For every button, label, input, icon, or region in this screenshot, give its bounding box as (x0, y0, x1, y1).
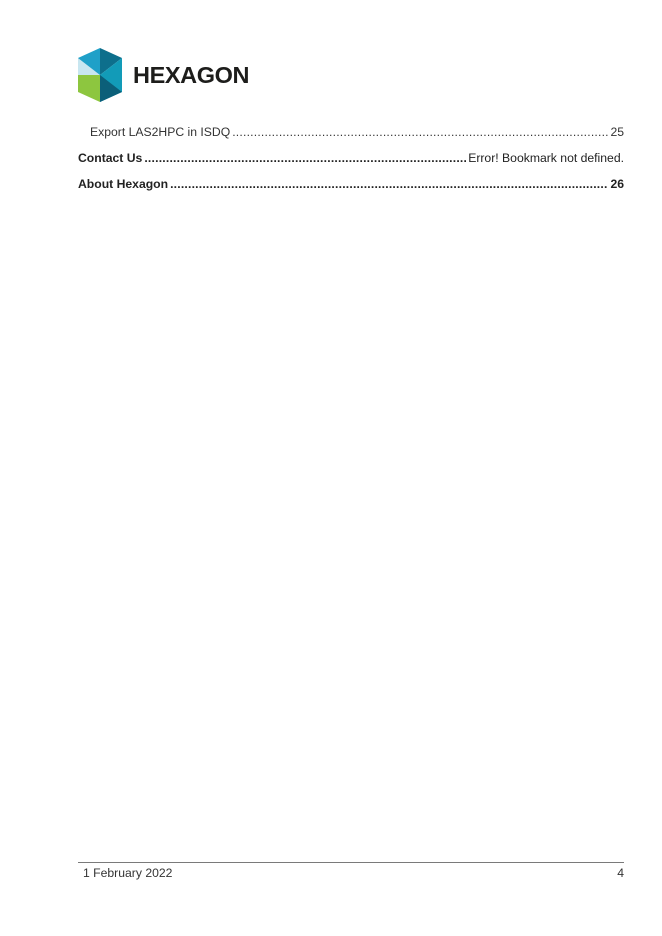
toc-entry-page: Error! Bookmark not defined. (468, 151, 624, 165)
toc-entry-contact-us[interactable] (78, 148, 624, 174)
toc-entry-export-las2hpc[interactable] (78, 122, 624, 148)
footer-date: 1 February 2022 (83, 866, 173, 880)
hexagon-logo-icon (78, 48, 122, 102)
table-of-contents (78, 122, 624, 200)
footer-divider (78, 862, 624, 863)
toc-dot-leader (232, 122, 608, 142)
logo-text: HEXAGON (133, 62, 250, 89)
toc-entry-page: 26 (610, 177, 624, 191)
toc-entry-title: Export LAS2HPC in ISDQ (90, 125, 231, 139)
toc-entry-title: About Hexagon (78, 177, 169, 191)
toc-dot-leader (144, 148, 466, 168)
hexagon-logo (78, 48, 249, 102)
toc-entry-title: Contact Us (78, 151, 143, 165)
toc-entry-page: 25 (610, 125, 624, 139)
toc-entry-about-hexagon[interactable] (78, 174, 624, 200)
toc-dot-leader (170, 174, 608, 194)
footer-page-number: 4 (617, 866, 624, 880)
